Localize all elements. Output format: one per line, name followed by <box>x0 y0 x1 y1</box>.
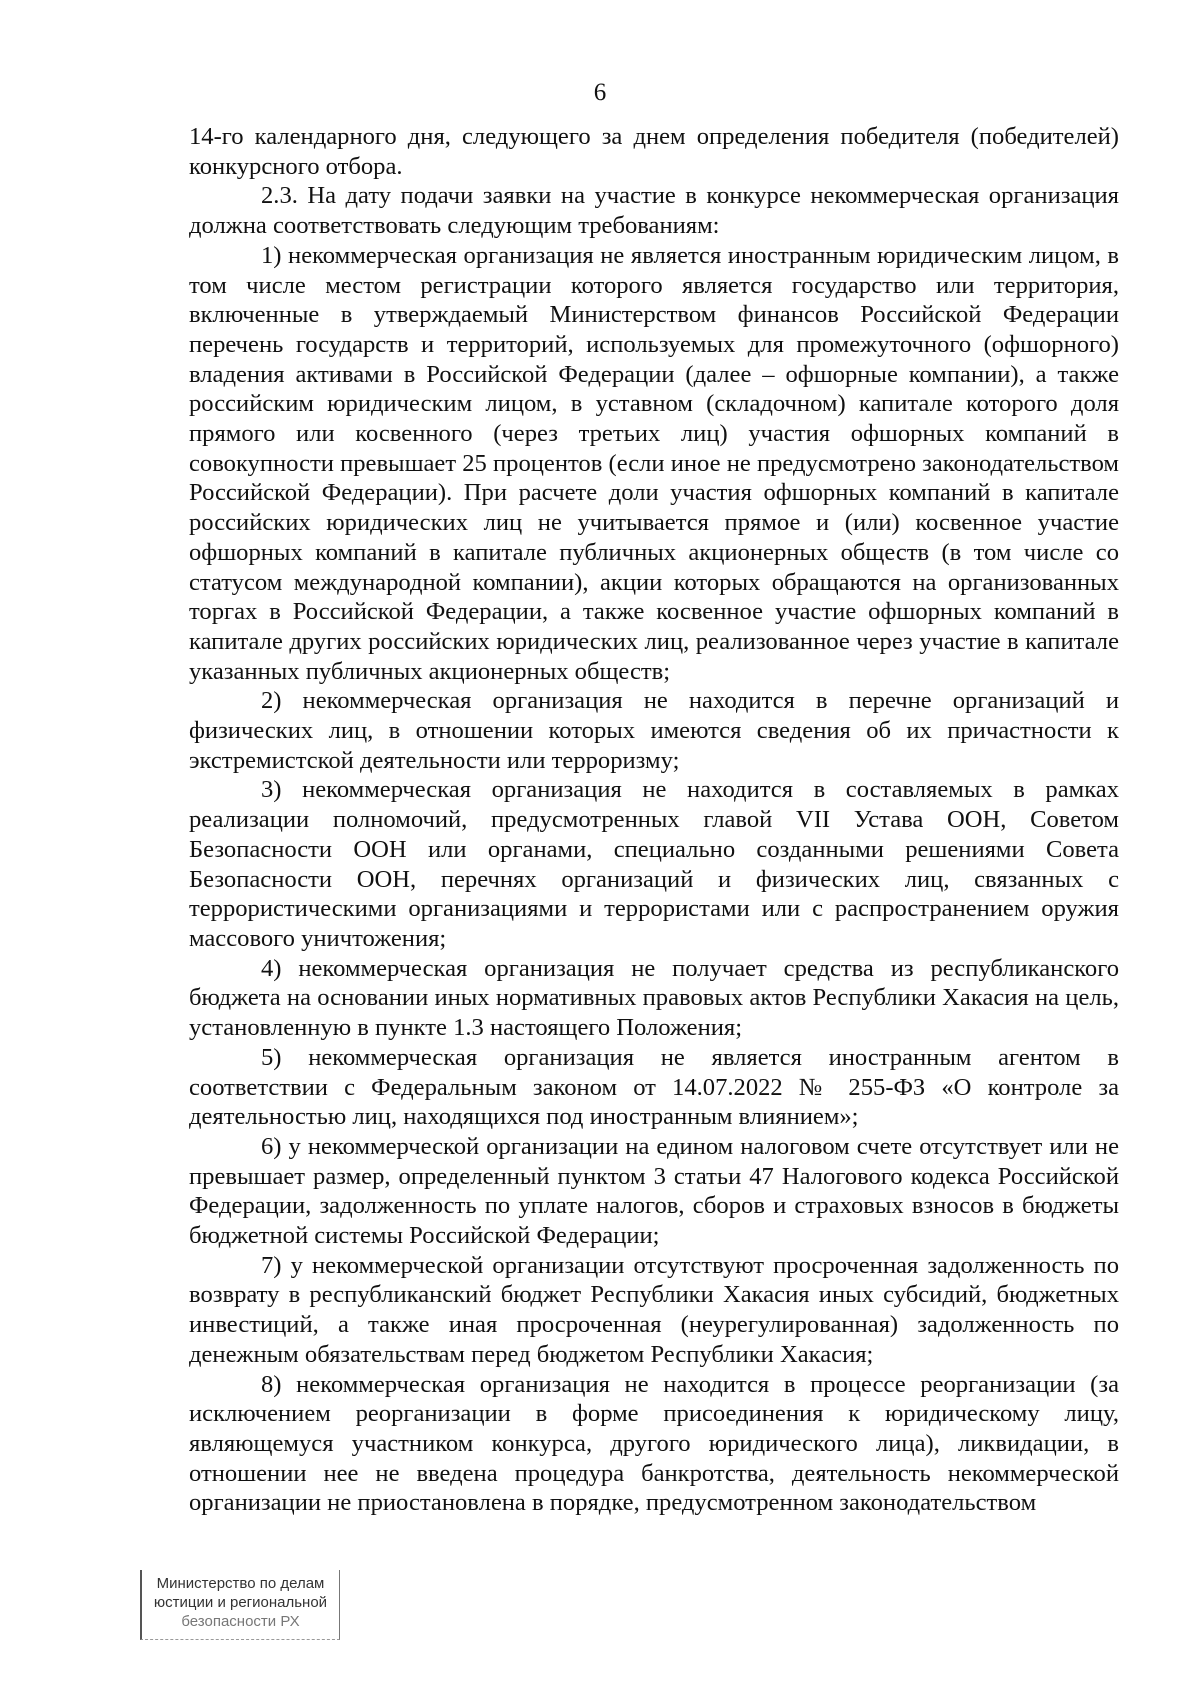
ministry-stamp <box>140 1570 340 1640</box>
stamp-line-1: Министерство по делам <box>156 1575 325 1592</box>
paragraph: 4) некоммерческая организация не получает средства из республиканского бюджета на основании иных нормативных правовых актов Республики Хакасия на цель, установленную в пункте 1.3 настоящего Положения; <box>189 954 1119 1042</box>
paragraph: 2) некоммерческая организация не находится в перечне организаций и физических лиц, в отношении которых имеются сведения об их причастности к экстремистской деятельности или терроризму; <box>189 687 1119 774</box>
document-body <box>189 122 1119 1518</box>
paragraph: 5) некоммерческая организация не является иностранным агентом в соответствии с Федеральным законом от 14.07.2022 № 255-ФЗ «О контроле за деятельностью лиц, находящихся под иностранным влиянием»; <box>189 1043 1119 1131</box>
paragraph: 2.3. На дату подачи заявки на участие в конкурсе некоммерческая организация должна соответствовать следующим требованиям: <box>189 182 1119 240</box>
paragraph: 1) некоммерческая организация не является иностранным юридическим лицом, в том числе местом регистрации которого является государство или территория, включенные в утверждаемый Министерством финансов Российской Федерации перечень государств и территорий, используемых для промежуточного (офшорного) владения активами в Российской Федерации (далее – офшорные компании), а также российским юридическим лицом, в уставном (складочном) капитале которого доля прямого или косвенного (через третьих лиц) участия офшорных компаний в совокупности превышает 25 процентов (если иное не предусмотрено законодательством Российской Федерации). При расчете доли участия офшорных компаний в капитале российских юридических лиц не учитывается прямое и (или) косвенное участие офшорных компаний в капитале публичных акционерных обществ (в том числе со статусом международной компании), акции которых обращаются на организованных торгах в Российской Федерации, а также косвенное участие офшорных компаний в капитале других российских юридических лиц, реализованное через участие в капитале указанных публичных акционерных обществ; <box>189 241 1119 685</box>
paragraph: 14-го календарного дня, следующего за днем определения победителя (победителей) конкурсного отбора. <box>189 123 1119 180</box>
paragraph: 3) некоммерческая организация не находится в составляемых в рамках реализации полномочий, предусмотренных главой VII Устава ООН, Советом Безопасности ООН или органами, специально созданными решениями Совета Безопасности ООН, перечнях организаций и физических лиц, связанных с террористическими организациями и террористами или с распространением оружия массового уничтожения; <box>189 776 1119 952</box>
stamp-line-2: юстиции и региональной <box>153 1594 328 1611</box>
page-number: 6 <box>593 79 607 106</box>
paragraph: 7) у некоммерческой организации отсутствуют просроченная задолженность по возврату в республиканский бюджет Республики Хакасия иных субсидий, бюджетных инвестиций, а также иная просроченная (неурегулированная) задолженность по денежным обязательствам перед бюджетом Республики Хакасия; <box>189 1251 1119 1368</box>
paragraph: 6) у некоммерческой организации на едином налоговом счете отсутствует или не превышает размер, определенный пунктом 3 статьи 47 Налогового кодекса Российской Федерации, задолженность по уплате налогов, сборов и страховых взносов в бюджеты бюджетной системы Российской Федерации; <box>189 1132 1119 1250</box>
stamp-line-3: безопасности РХ <box>181 1613 300 1630</box>
paragraph: 8) некоммерческая организация не находится в процессе реорганизации (за исключением реорганизации в форме присоединения к юридическому лицу, являющемуся участником конкурса, другого юридического лица), ликвидации, в отношении нее не введена процедура банкротства, деятельность некоммерческой организации не приостановлена в порядке, предусмотренном законодательством <box>189 1370 1119 1517</box>
